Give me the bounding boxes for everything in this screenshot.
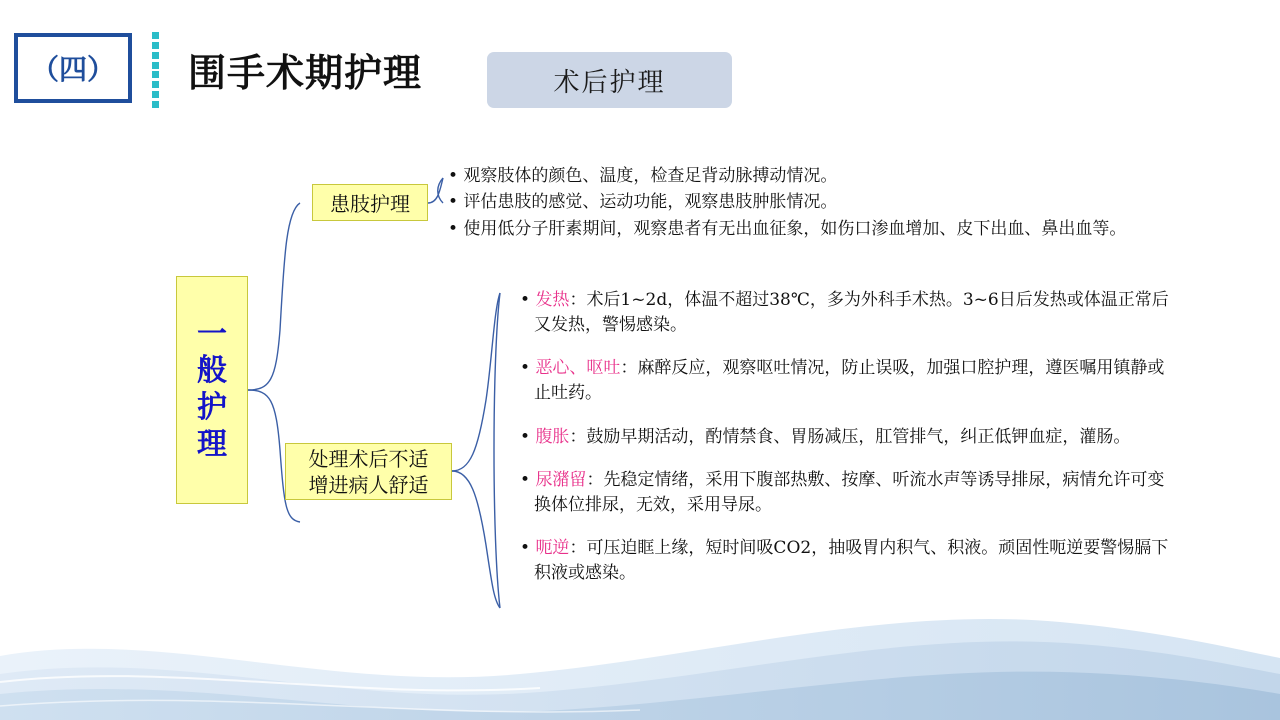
list-bullet: • [520,358,531,379]
general-care-detail: 麻醉反应，观察呕吐情况，防止误吸，加强口腔护理，遵医嘱用镇静或止吐药。 [534,358,1165,403]
general-care-item [520,425,1180,450]
limb-care-line: • 评估患肢的感觉、运动功能，观察患肢肿胀情况。 [448,192,838,213]
limb-care-line: • 使用低分子肝素期间，观察患者有无出血征象，如伤口渗血增加、皮下出血、鼻出血等。 [448,218,1127,239]
list-bullet: • [520,290,531,310]
root-node-general-care [176,276,248,504]
root-char-3: 护 [197,390,227,425]
general-care-keyword: 发热 [535,290,570,310]
node-limb-care [312,184,428,221]
general-care-item [520,288,1180,337]
section-number-text: （四） [30,53,115,86]
general-care-keyword: 尿潴留 [535,470,587,491]
root-char-2: 般 [197,353,227,389]
list-bullet: • [520,470,531,491]
general-care-item [520,468,1180,517]
limb-care-text-block [448,163,1208,242]
root-char-1: 一 [197,316,227,352]
general-care-separator: ： [586,470,604,491]
general-care-text-block [520,288,1180,586]
root-char-4: 理 [197,426,227,462]
page-title: 围手术期护理 [188,51,423,95]
general-care-separator: ： [569,290,587,310]
list-bullet: • [520,538,531,559]
list-bullet: • [520,426,531,447]
node-post-op-discomfort [285,443,452,500]
limb-care-line: • 观察肢体的颜色、温度，检查足背动脉搏动情况。 [448,166,838,186]
general-care-keyword: 腹胀 [535,426,570,447]
general-care-detail: 术后1~2d，体温不超过38℃，多为外科手术热。3~6日后发热或体温正常后又发热，警惕感染。 [534,290,1169,335]
general-care-keyword: 呃逆 [535,538,570,559]
general-care-item [520,356,1180,405]
general-care-detail: 鼓励早期活动，酌情禁食、胃肠减压，肛管排气，纠正低钾血症，灌肠。 [586,426,1131,447]
node-limb-care-label: 患肢护理 [330,192,410,216]
general-care-separator: ： [569,538,587,559]
subtitle-text: 术后护理 [553,67,666,98]
general-care-detail: 可压迫眶上缘，短时间吸CO2，抽吸胃内积气、积液。顽固性呃逆要警惕膈下积液或感染。 [534,538,1169,584]
general-care-item [520,536,1180,585]
general-care-keyword: 恶心、呕吐 [535,358,621,379]
node-post-op-discomfort-label-line1: 处理术后不适 [308,446,429,471]
general-care-separator: ： [620,358,638,379]
general-care-separator: ： [569,426,587,447]
general-care-detail: 先稳定情绪，采用下腹部热敷、按摩、听流水声等诱导排尿，病情允许可变换体位排尿，无效，采用导尿。 [534,470,1165,515]
node-post-op-discomfort-label-line2: 增进病人舒适 [308,472,429,497]
